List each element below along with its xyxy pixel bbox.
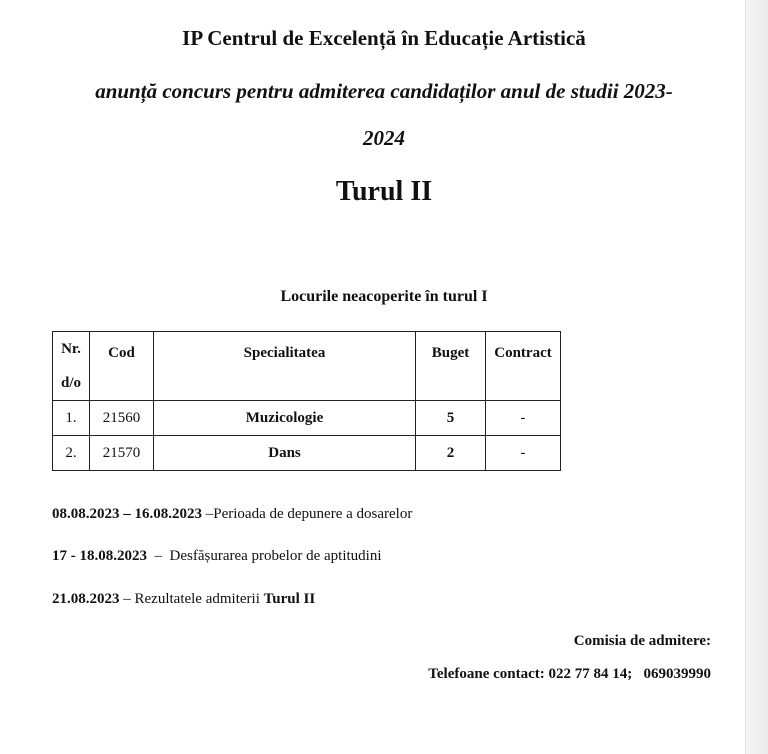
row-specialty: Muzicologie xyxy=(154,401,416,436)
header-specialty: Specialitatea xyxy=(154,332,416,401)
row-nr: 1. xyxy=(53,401,90,436)
header-code: Cod xyxy=(90,332,154,401)
row-specialty: Dans xyxy=(154,436,416,471)
row-nr: 2. xyxy=(53,436,90,471)
institution-title: IP Centrul de Excelență în Educație Artistică xyxy=(182,26,586,50)
table-title: Locurile neacoperite în turul I xyxy=(280,288,488,305)
contact-phones: Telefoane contact: 022 77 84 14; 069039990 xyxy=(428,666,711,682)
table-header-row xyxy=(53,332,561,401)
schedule-date: 17 - 18.08.2023 xyxy=(52,548,147,564)
row-budget: 2 xyxy=(416,436,486,471)
page-edge xyxy=(745,0,768,754)
header-nr xyxy=(53,332,90,401)
header-nr-line1: Nr. xyxy=(61,341,81,357)
row-budget: 5 xyxy=(416,401,486,436)
row-contract: - xyxy=(486,436,561,471)
table-row xyxy=(53,401,561,436)
schedule-line xyxy=(52,506,412,523)
announcement-line-1: anunță concurs pentru admiterea candidaților anul de studii 2023- xyxy=(95,79,673,103)
schedule-text: – Desfășurarea probelor de aptitudini xyxy=(147,548,382,564)
row-contract: - xyxy=(486,401,561,436)
round-heading: Turul II xyxy=(335,176,433,207)
schedule-text: –Perioada de depunere a dosarelor xyxy=(202,506,413,522)
commission-label: Comisia de admitere: xyxy=(573,633,711,649)
schedule-date: 08.08.2023 – 16.08.2023 xyxy=(52,506,202,522)
header-contract: Contract xyxy=(486,332,561,401)
row-code: 21570 xyxy=(90,436,154,471)
row-code: 21560 xyxy=(90,401,154,436)
schedule-line xyxy=(52,548,382,565)
header-nr-line2: d/o xyxy=(60,375,81,391)
schedule-text: – Rezultatele admiterii xyxy=(119,591,264,607)
places-table xyxy=(52,331,561,471)
schedule-suffix: Turul II xyxy=(263,591,316,607)
header-budget: Buget xyxy=(416,332,486,401)
schedule-line xyxy=(52,591,315,608)
announcement-line-2: 2024 xyxy=(363,126,405,150)
table-row xyxy=(53,436,561,471)
schedule-date: 21.08.2023 xyxy=(52,591,120,607)
